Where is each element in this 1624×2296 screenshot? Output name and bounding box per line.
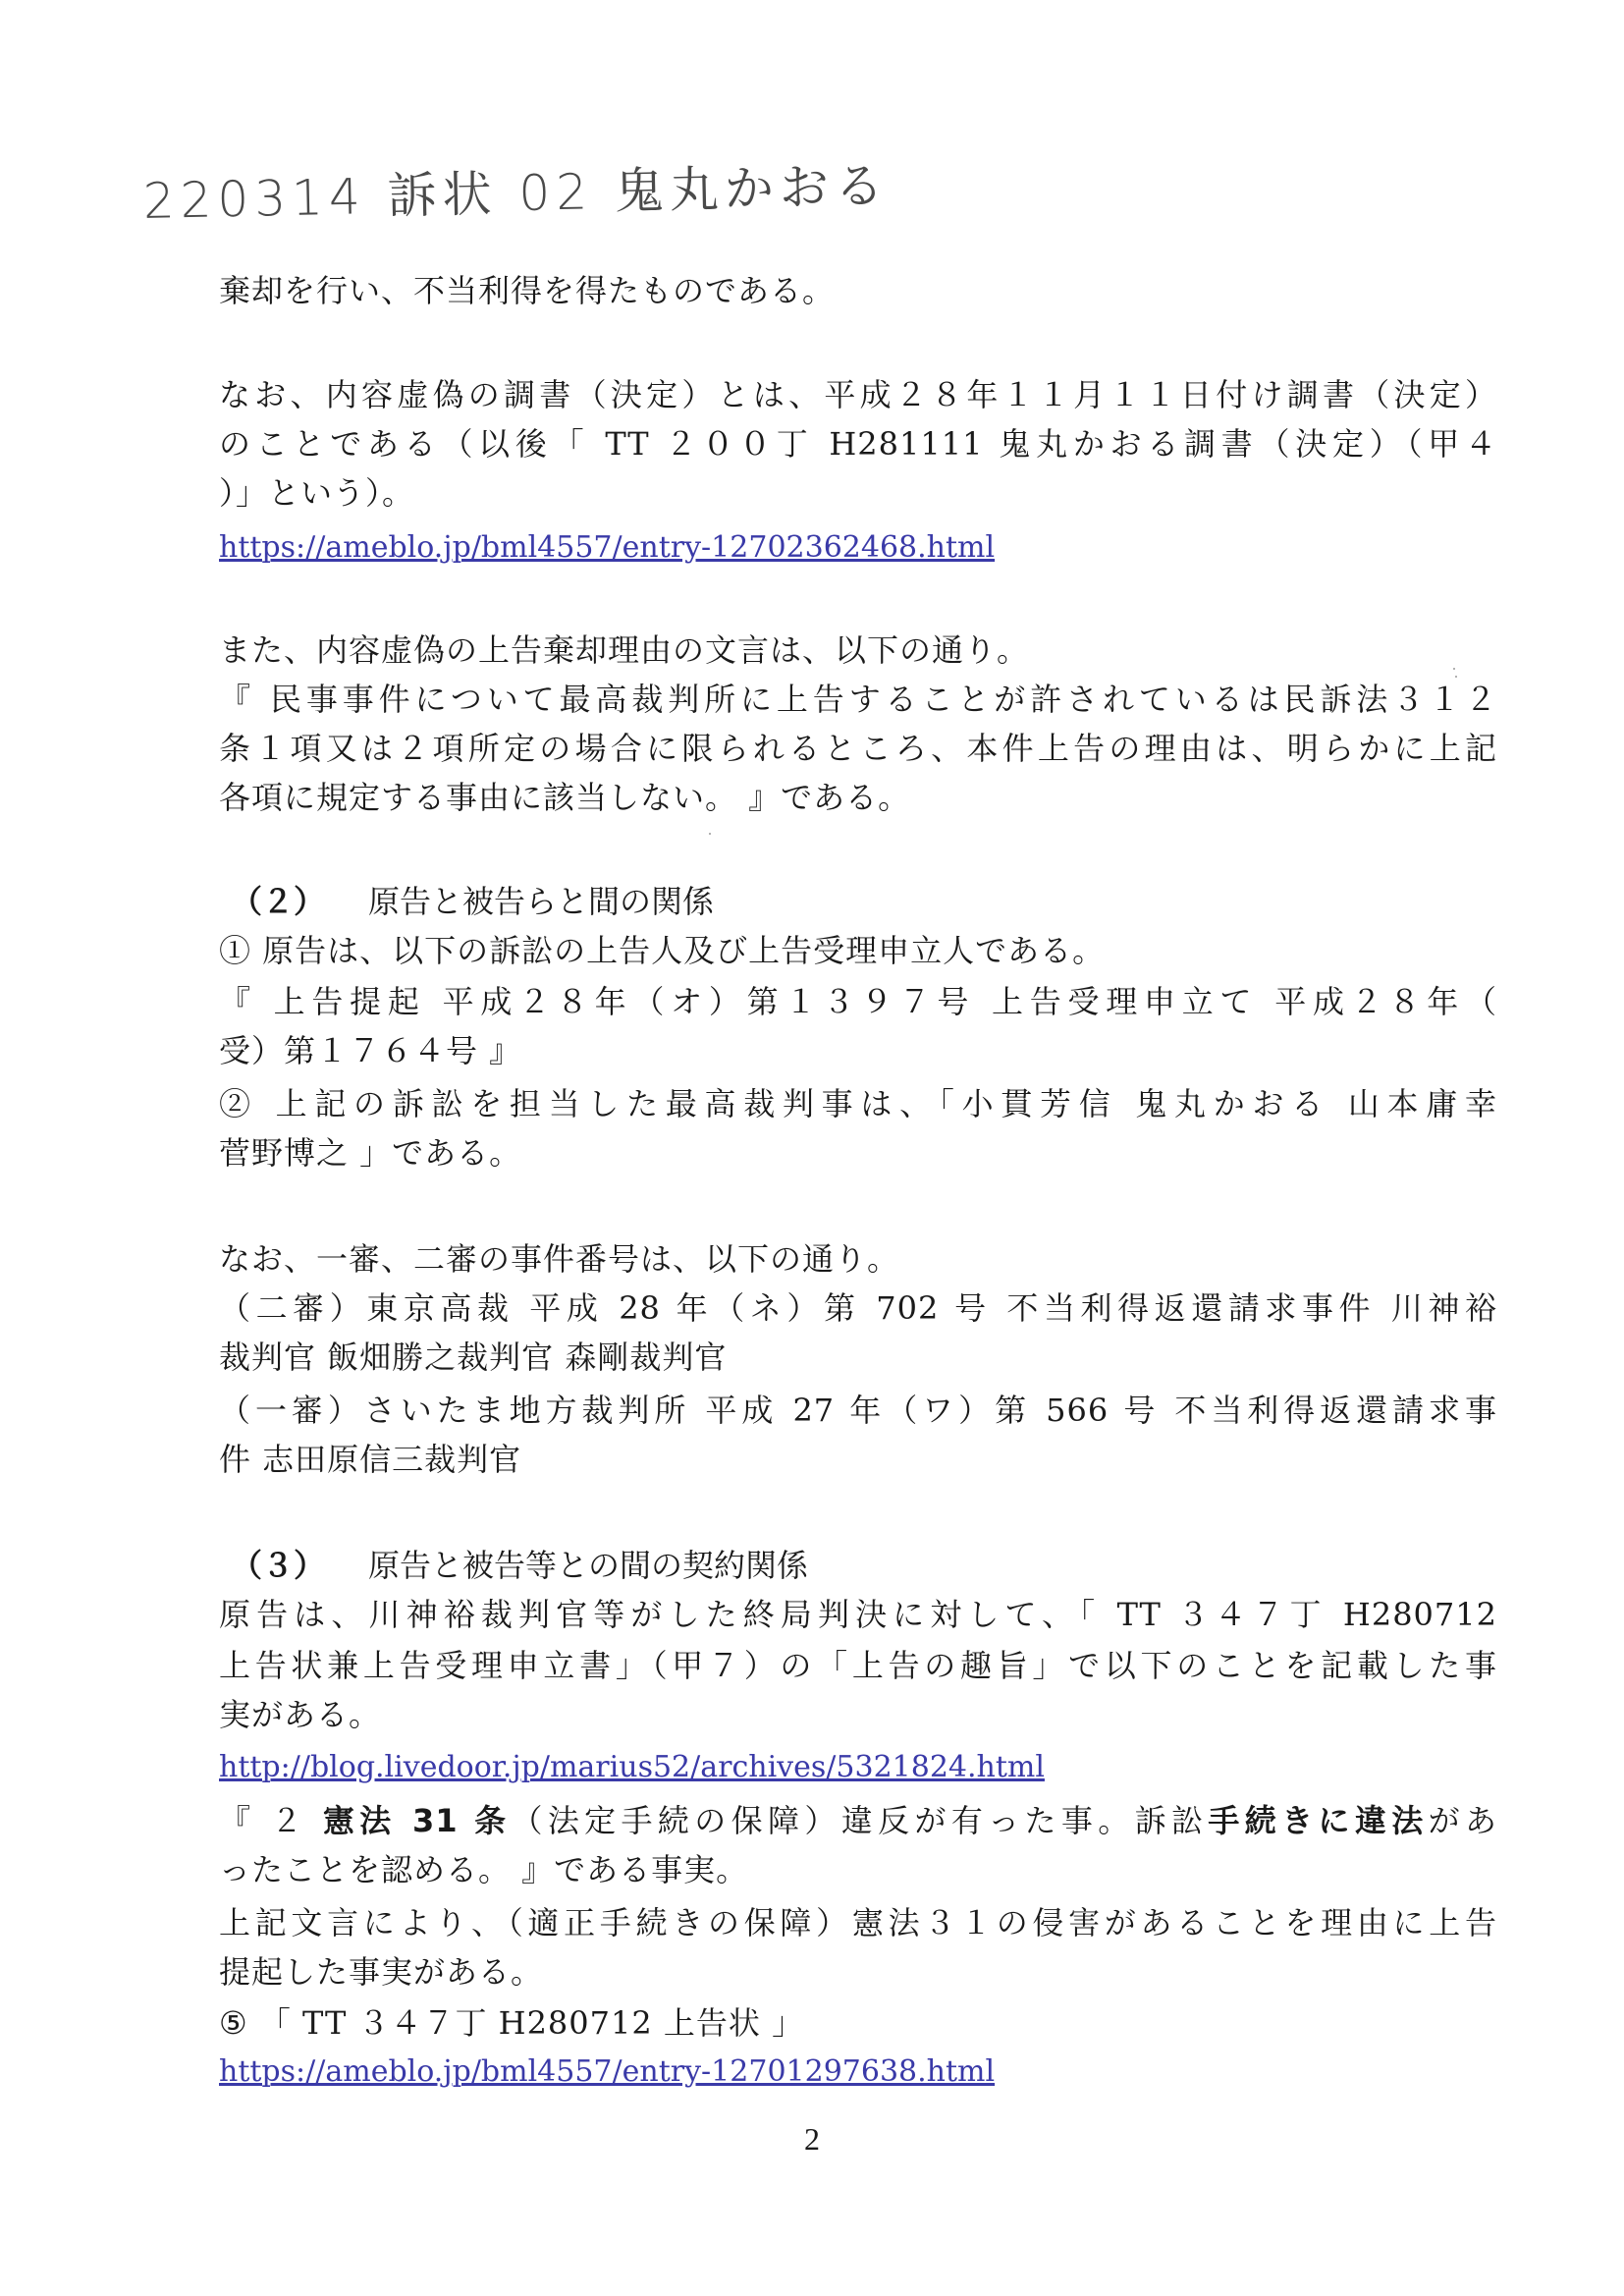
text-line: また、内容虚偽の上告棄却理由の文言は、以下の通り。: [219, 631, 1030, 669]
text-span: があ: [1428, 1802, 1497, 1839]
text-line: ① 原告は、以下の訴訟の上告人及び上告受理申立人である。: [219, 932, 1106, 969]
text-line: 『 上告提起 平成２８年（オ）第１３９７号 上告受理申立て 平成２８年（: [219, 983, 1497, 1020]
text-line: 件 志田原信三裁判官: [219, 1441, 522, 1478]
text-line: ⑤ 「 TT ３４７丁 H280712 上告状 」: [219, 2004, 805, 2042]
text-span: 『 ２: [219, 1802, 323, 1839]
url-link[interactable]: https://ameblo.jp/bml4557/entry-12701297638.html: [219, 2054, 996, 2089]
url-link[interactable]: http://blog.livedoor.jp/marius52/archives/5321824.html: [219, 1750, 1045, 1784]
text-line: 条１項又は２項所定の場合に限られるところ、本件上告の理由は、明らかに上記: [219, 730, 1497, 767]
text-line: （一審）さいたま地方裁判所 平成 27 年（ワ）第 566 号 不当利得返還請求事: [219, 1392, 1497, 1429]
section-title: 原告と被告等との間の契約関係: [368, 1547, 809, 1584]
text-line: 各項に規定する事由に該当しない。 』である。: [219, 779, 911, 816]
url-link[interactable]: https://ameblo.jp/bml4557/entry-12702362468.html: [219, 530, 996, 565]
text-line: ったことを認める。 』である事実。: [219, 1851, 749, 1888]
scan-speck: [1453, 668, 1455, 670]
text-line: なお、一審、二審の事件番号は、以下の通り。: [219, 1240, 900, 1278]
section-heading-2: [219, 882, 714, 921]
scan-speck: [1455, 676, 1457, 678]
text-line: ）」という）。: [219, 474, 415, 512]
text-line: ② 上記の訴訟を担当した最高裁判事は、「小貫芳信 鬼丸かおる 山本庸幸: [219, 1085, 1497, 1122]
text-line: 棄却を行い、不当利得を得たものである。: [219, 272, 836, 309]
text-line: なお、内容虚偽の調書（決定）とは、平成２８年１１月１１日付け調書（決定）: [219, 376, 1497, 413]
page-number: 2: [804, 2121, 820, 2157]
bold-span: 憲法 31 条: [322, 1802, 512, 1839]
text-line: [219, 1801, 1497, 1840]
text-line: 裁判官 飯畑勝之裁判官 森剛裁判官: [219, 1339, 728, 1376]
text-line: 『 民事事件について最高裁判所に上告することが許されているは民訴法３１２: [219, 681, 1497, 718]
bold-span: 手続きに違法: [1208, 1802, 1429, 1839]
text-line: 上告状兼上告受理申立書」（甲７）の「上告の趣旨」で以下のことを記載した事: [219, 1647, 1497, 1684]
text-line: 上記文言により、（適正手続きの保障）憲法３１の侵害があることを理由に上告: [219, 1904, 1497, 1941]
section-title: 原告と被告らと間の関係: [368, 883, 715, 920]
handwritten-title: 220314 訴状 02 鬼丸かおる: [142, 157, 891, 230]
text-line: （二審）東京高裁 平成 28 年（ネ）第 702 号 不当利得返還請求事件 川神裕: [219, 1289, 1497, 1327]
text-line: 菅野博之 」である。: [219, 1134, 522, 1172]
text-span: （法定手続の保障）違反が有った事。訴訟: [511, 1802, 1209, 1839]
section-number: （２）: [231, 883, 326, 920]
section-heading-3: [219, 1546, 808, 1585]
text-line: 原告は、川神裕裁判官等がした終局判決に対して、「 TT ３４７丁 H280712: [219, 1596, 1497, 1633]
text-line: 提起した事実がある。: [219, 1953, 544, 1991]
text-line: のことである（以後「 TT ２００丁 H281111 鬼丸かおる調書（決定）（甲４: [219, 425, 1497, 463]
section-number: （３）: [231, 1547, 326, 1584]
text-line: 実がある。: [219, 1696, 382, 1733]
text-line: 受）第１７６４号 』: [219, 1032, 522, 1069]
scan-speck: [709, 833, 711, 835]
